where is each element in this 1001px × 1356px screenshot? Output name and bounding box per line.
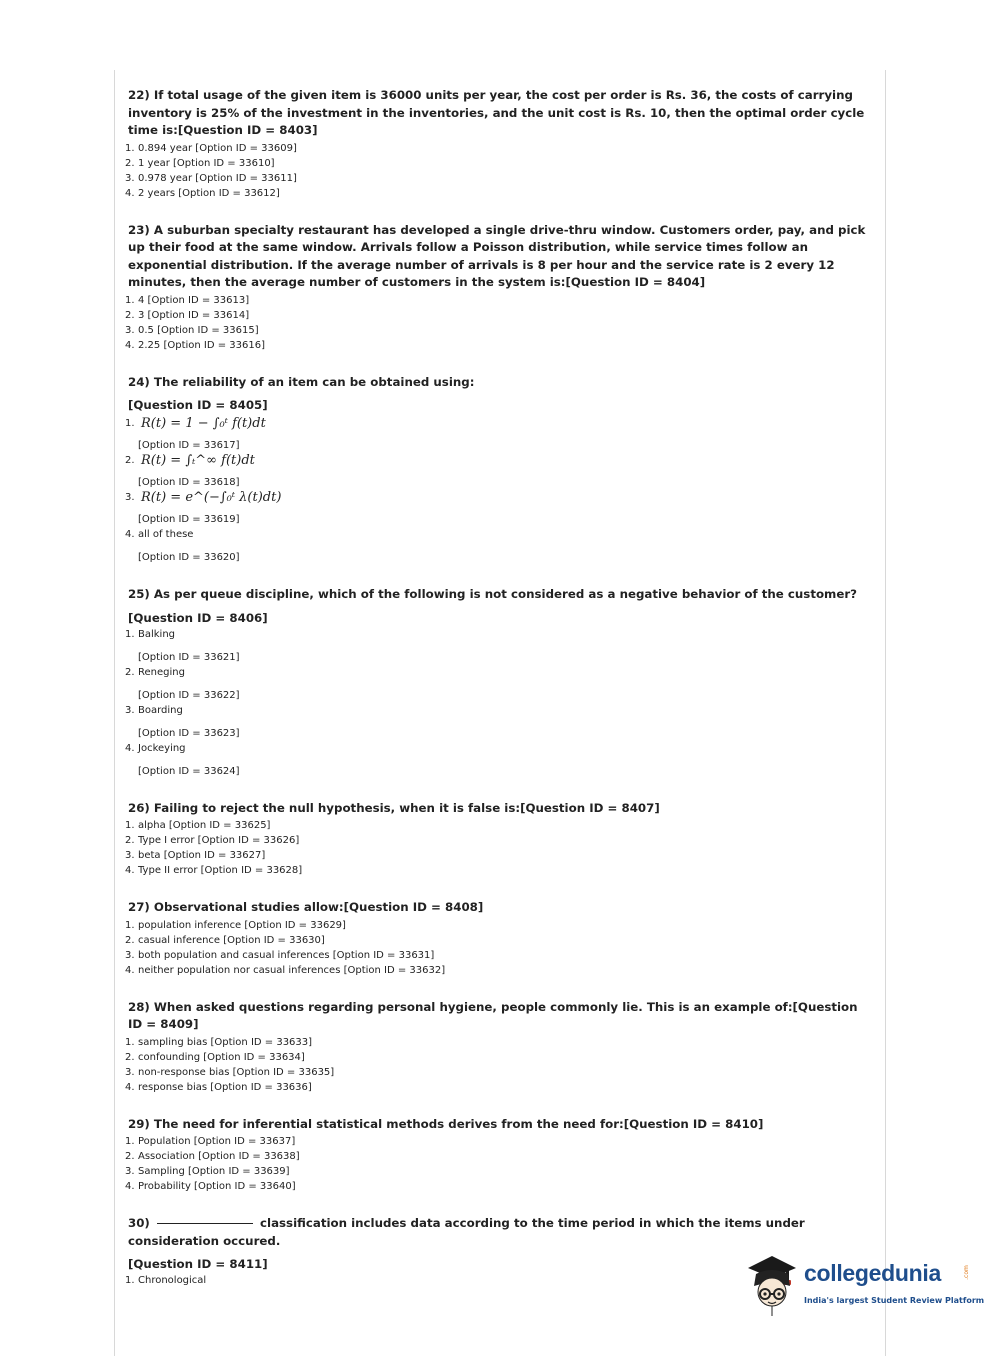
option-item: 2. 3 [Option ID = 33614] <box>125 309 250 321</box>
option-list <box>125 293 873 353</box>
option-item: 4. 2 years [Option ID = 33612] <box>125 187 280 199</box>
option-item: 1. population inference [Option ID = 33629] <box>125 919 346 931</box>
option-list <box>125 141 873 201</box>
option-item: 3. Boarding <box>125 704 183 716</box>
option-id: [Option ID = 33621] <box>138 651 240 663</box>
option-item: 1. sampling bias [Option ID = 33633] <box>125 1036 313 1048</box>
question-stem: 27) Observational studies allow:[Question ID = 8408] <box>128 900 484 914</box>
reliability-formula-2: R(t) = ∫ₜ^∞ f(t)dt <box>141 453 255 468</box>
option-item: 1. 4 [Option ID = 33613] <box>125 294 250 306</box>
option-item: 3. 0.5 [Option ID = 33615] <box>125 324 259 336</box>
question-stem: 26) Failing to reject the null hypothesis, when it is false is:[Question ID = 8407] <box>128 800 660 815</box>
option-id: [Option ID = 33623] <box>138 727 240 739</box>
option-item: 3. beta [Option ID = 33627] <box>125 850 266 861</box>
option-item: 4. Jockeying <box>125 742 186 754</box>
reliability-formula-3: R(t) = e^(−∫₀ᵗ λ(t)dt) <box>141 490 282 505</box>
option-item: 2. R(t) = ∫ₜ^∞ f(t)dt <box>125 453 255 468</box>
question-29 <box>125 1116 873 1195</box>
option-item: 2. Type I error [Option ID = 33626] <box>125 835 300 846</box>
option-id: [Option ID = 33620] <box>138 552 240 563</box>
option-item: 1. Population [Option ID = 33637] <box>125 1136 296 1147</box>
option-item: 3. 0.978 year [Option ID = 33611] <box>125 172 297 184</box>
option-list <box>125 1035 873 1095</box>
option-item: 3. both population and casual inferences [Option ID = 33631] <box>125 949 435 961</box>
option-list <box>125 627 873 779</box>
option-item: 1. Chronological <box>125 1275 207 1286</box>
option-id: [Option ID = 33618] <box>138 477 240 488</box>
question-id: [Question ID = 8411] <box>128 1257 268 1271</box>
option-item: 4. 2.25 [Option ID = 33616] <box>125 339 265 351</box>
brand-name: collegedunia <box>804 1260 941 1286</box>
question-27 <box>125 899 873 978</box>
question-stem: 24) The reliability of an item can be obtained using: <box>128 374 475 389</box>
reliability-formula-1: R(t) = 1 − ∫₀ᵗ f(t)dt <box>141 416 266 431</box>
option-item: 1. R(t) = 1 − ∫₀ᵗ f(t)dt <box>125 416 266 431</box>
question-28 <box>125 999 873 1095</box>
option-item: 2. Reneging <box>125 666 185 678</box>
option-item: 2. 1 year [Option ID = 33610] <box>125 157 275 169</box>
option-id: [Option ID = 33624] <box>138 765 240 777</box>
question-22 <box>125 87 873 201</box>
option-id: [Option ID = 33617] <box>138 440 240 451</box>
brand-tagline: India's largest Student Review Platform <box>804 1296 985 1305</box>
question-stem: 23) A suburban specialty restaurant has developed a single drive-thru window. Customers order, pay, and pick up their food at the same window. Arrivals follow a Poisson distribution, while service times follow an exponential distribution. If the average number of arrivals is 8 per hour and the service rate is 2 every 12 minutes, then the average number of customers in the system is:[Question ID = 8404] <box>128 222 866 289</box>
question-stem: 25) As per queue discipline, which of the following is not considered as a negative behavior of the customer? <box>128 587 858 601</box>
option-list <box>125 1134 873 1194</box>
option-item: 4. Type II error [Option ID = 33628] <box>125 865 303 876</box>
option-id: [Option ID = 33622] <box>138 689 240 701</box>
question-stem: 29) The need for inferential statistical methods derives from the need for:[Question ID = 8410] <box>128 1116 764 1131</box>
option-item: 4. all of these <box>125 529 194 540</box>
question-26 <box>125 800 873 879</box>
option-item: 1. 0.894 year [Option ID = 33609] <box>125 142 297 154</box>
option-item: 3. Sampling [Option ID = 33639] <box>125 1166 290 1177</box>
mascot-icon <box>742 1250 802 1318</box>
option-list <box>125 818 873 878</box>
option-item: 3. non-response bias [Option ID = 33635] <box>125 1066 335 1078</box>
option-item: 4. response bias [Option ID = 33636] <box>125 1081 312 1093</box>
fill-in-blank <box>157 1223 253 1224</box>
option-id: [Option ID = 33619] <box>138 514 240 525</box>
question-stem: 22) If total usage of the given item is 36000 units per year, the cost per order is Rs. 36, the costs of carrying inventory is 25% of the investment in the inventories, and the unit cost is Rs. 10, then the optimal order cycle time is:[Question ID = 8403] <box>128 88 865 137</box>
option-item: 2. casual inference [Option ID = 33630] <box>125 934 325 946</box>
collegedunia-logo <box>742 1250 985 1320</box>
option-item: 1. alpha [Option ID = 33625] <box>125 820 271 831</box>
option-item: 3. R(t) = e^(−∫₀ᵗ λ(t)dt) <box>125 490 282 505</box>
option-list <box>125 416 873 565</box>
question-stem: 28) When asked questions regarding personal hygiene, people commonly lie. This is an example of:[Question ID = 8409] <box>128 999 858 1031</box>
option-item: 4. Probability [Option ID = 33640] <box>125 1181 296 1192</box>
question-id: [Question ID = 8406] <box>128 610 268 625</box>
option-item: 1. Balking <box>125 628 176 640</box>
brand-com: .com <box>962 1265 970 1280</box>
option-item: 2. Association [Option ID = 33638] <box>125 1151 300 1162</box>
question-24 <box>125 374 873 566</box>
question-23 <box>125 222 873 353</box>
question-stem: 30) classification includes data according to the time period in which the items under consideration occured. <box>128 1216 805 1248</box>
option-list <box>125 918 873 978</box>
question-id: [Question ID = 8405] <box>128 398 268 412</box>
option-item: 4. neither population nor casual inferences [Option ID = 33632] <box>125 964 446 976</box>
option-item: 2. confounding [Option ID = 33634] <box>125 1051 305 1063</box>
question-paper <box>125 87 873 1288</box>
question-25 <box>125 586 873 779</box>
